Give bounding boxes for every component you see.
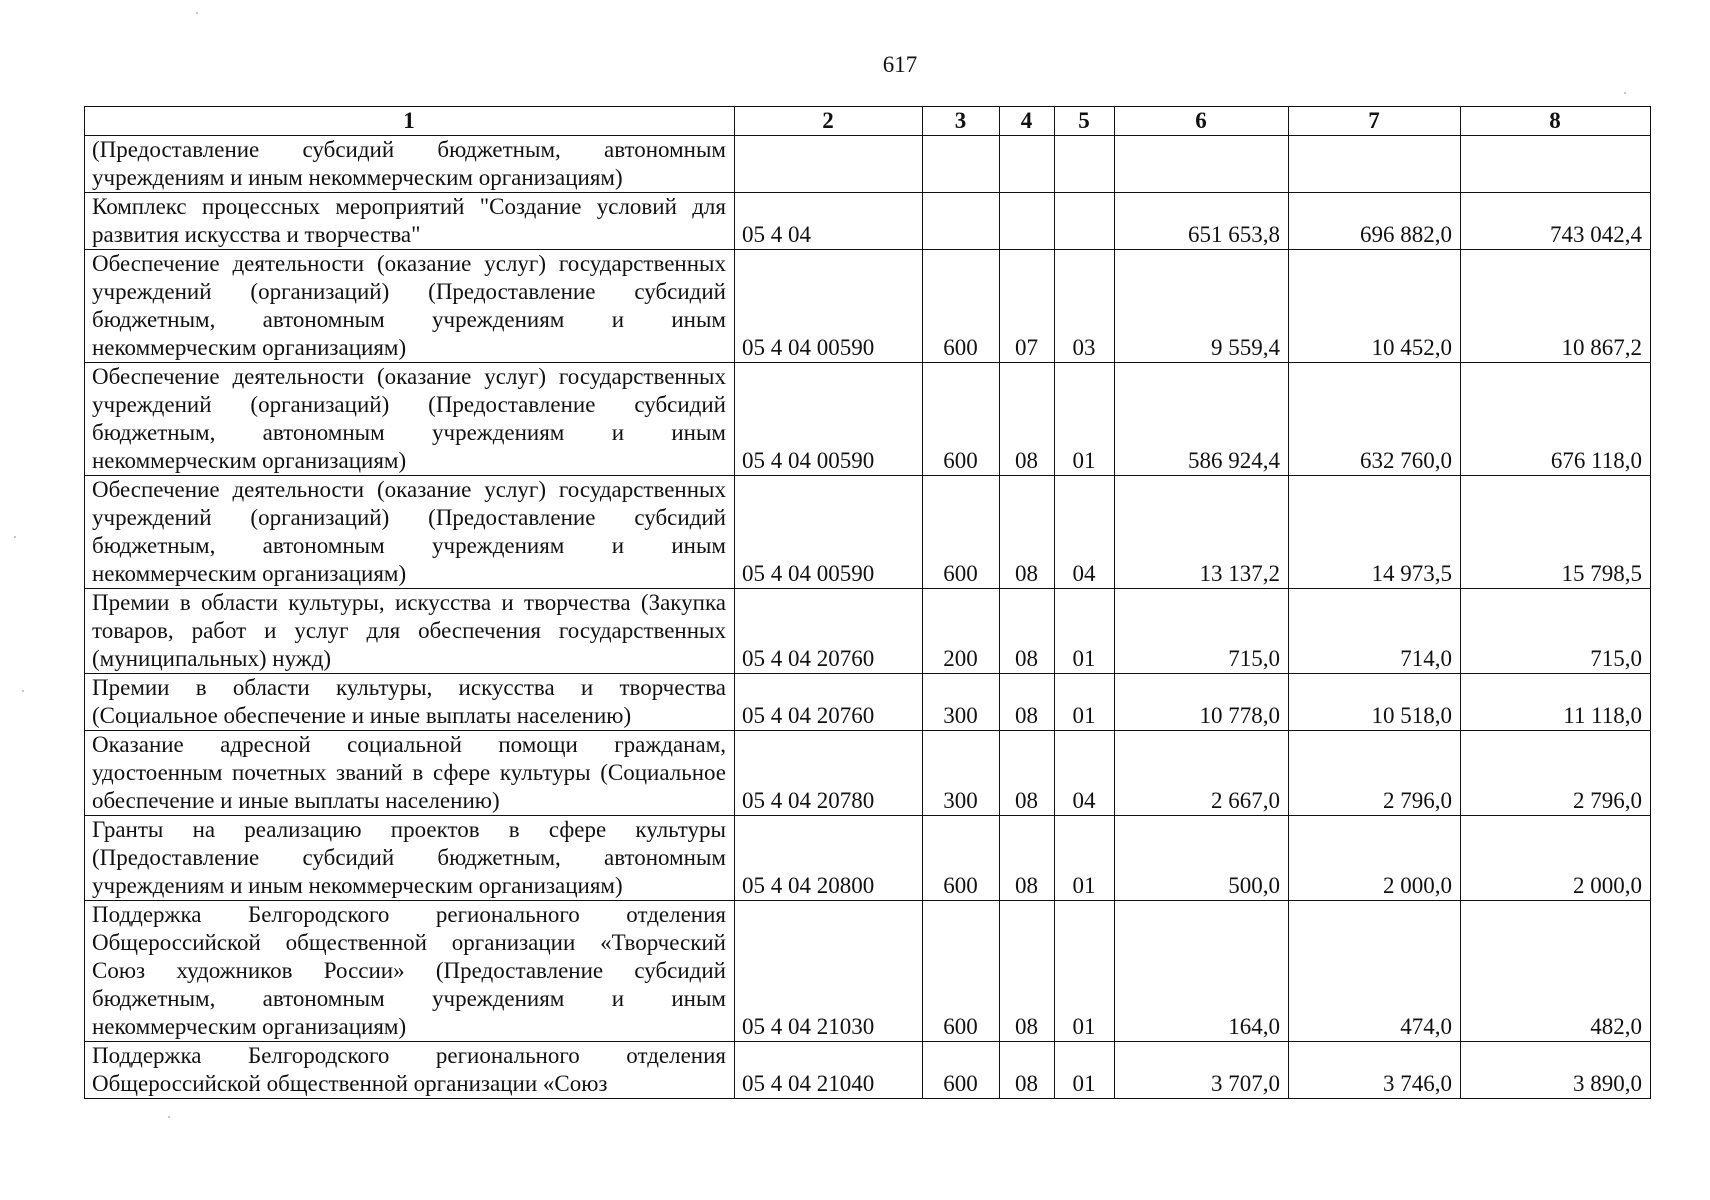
row-value-6: 2 667,0 — [1115, 731, 1289, 816]
row-col-3 — [923, 136, 1000, 193]
scan-speck — [1624, 92, 1626, 94]
row-code: 05 4 04 21030 — [735, 901, 923, 1042]
row-value-8: 715,0 — [1461, 589, 1651, 674]
scan-speck — [22, 690, 24, 692]
row-col-5: 01 — [1055, 816, 1115, 901]
row-col-5: 01 — [1055, 901, 1115, 1042]
row-code: 05 4 04 — [735, 193, 923, 250]
row-value-8: 15 798,5 — [1461, 476, 1651, 589]
row-col-4: 08 — [1000, 476, 1055, 589]
row-col-5: 01 — [1055, 674, 1115, 731]
row-description: Поддержка Белгородского регионального отделения Общероссийской общественной организации «Союз — [85, 1042, 735, 1099]
row-value-6: 164,0 — [1115, 901, 1289, 1042]
table-row — [85, 476, 1651, 589]
row-value-6: 9 559,4 — [1115, 250, 1289, 363]
row-col-3: 600 — [923, 476, 1000, 589]
scan-speck — [196, 12, 198, 14]
row-col-4: 08 — [1000, 731, 1055, 816]
header-col-2: 2 — [735, 107, 923, 136]
table-row — [85, 901, 1651, 1042]
row-col-4: 08 — [1000, 901, 1055, 1042]
row-value-8: 11 118,0 — [1461, 674, 1651, 731]
row-col-4 — [1000, 136, 1055, 193]
row-value-8: 676 118,0 — [1461, 363, 1651, 476]
row-value-8: 482,0 — [1461, 901, 1651, 1042]
row-col-3: 600 — [923, 901, 1000, 1042]
row-col-5: 01 — [1055, 589, 1115, 674]
row-col-3: 600 — [923, 1042, 1000, 1099]
row-value-7: 2 000,0 — [1289, 816, 1461, 901]
row-col-4: 08 — [1000, 816, 1055, 901]
table-row — [85, 250, 1651, 363]
row-value-7: 474,0 — [1289, 901, 1461, 1042]
table-row — [85, 731, 1651, 816]
row-col-3: 300 — [923, 731, 1000, 816]
row-col-4 — [1000, 193, 1055, 250]
table-row — [85, 674, 1651, 731]
header-col-8: 8 — [1461, 107, 1651, 136]
table-row — [85, 136, 1651, 193]
row-col-5 — [1055, 136, 1115, 193]
row-description: Комплекс процессных мероприятий "Создание условий для развития искусства и творчества" — [85, 193, 735, 250]
row-col-5 — [1055, 193, 1115, 250]
row-value-6: 10 778,0 — [1115, 674, 1289, 731]
row-code: 05 4 04 20800 — [735, 816, 923, 901]
row-value-7: 632 760,0 — [1289, 363, 1461, 476]
header-col-6: 6 — [1115, 107, 1289, 136]
row-code: 05 4 04 00590 — [735, 476, 923, 589]
row-col-3: 200 — [923, 589, 1000, 674]
row-value-6: 586 924,4 — [1115, 363, 1289, 476]
row-col-3: 600 — [923, 250, 1000, 363]
header-col-5: 5 — [1055, 107, 1115, 136]
row-description: Гранты на реализацию проектов в сфере культуры (Предоставление субсидий бюджетным, автономным учреждениям и иным некоммерческим организациям) — [85, 816, 735, 901]
table-row — [85, 363, 1651, 476]
row-value-8 — [1461, 136, 1651, 193]
row-description: Оказание адресной социальной помощи гражданам, удостоенным почетных званий в сфере культуры (Социальное обеспечение и иные выплаты населению) — [85, 731, 735, 816]
row-code: 05 4 04 00590 — [735, 363, 923, 476]
row-col-5: 01 — [1055, 363, 1115, 476]
row-description: (Предоставление субсидий бюджетным, автономным учреждениям и иным некоммерческим организациям) — [85, 136, 735, 193]
row-value-7: 2 796,0 — [1289, 731, 1461, 816]
row-col-3: 600 — [923, 363, 1000, 476]
row-code: 05 4 04 00590 — [735, 250, 923, 363]
budget-table — [84, 106, 1651, 1099]
row-value-7: 10 452,0 — [1289, 250, 1461, 363]
scan-speck — [14, 536, 16, 538]
row-col-4: 08 — [1000, 674, 1055, 731]
row-description: Премии в области культуры, искусства и творчества (Закупка товаров, работ и услуг для обеспечения государственных (муниципальных) нужд) — [85, 589, 735, 674]
row-description: Поддержка Белгородского регионального отделения Общероссийской общественной организации «Творческий Союз художников России» (Предоставление субсидий бюджетным, автономным учреждениям и иным некоммерческим организациям) — [85, 901, 735, 1042]
header-col-3: 3 — [923, 107, 1000, 136]
row-col-5: 01 — [1055, 1042, 1115, 1099]
row-description: Премии в области культуры, искусства и творчества (Социальное обеспечение и иные выплаты населению) — [85, 674, 735, 731]
row-col-3: 300 — [923, 674, 1000, 731]
row-col-5: 03 — [1055, 250, 1115, 363]
row-value-6: 500,0 — [1115, 816, 1289, 901]
row-value-6: 651 653,8 — [1115, 193, 1289, 250]
row-col-4: 08 — [1000, 589, 1055, 674]
table-row — [85, 193, 1651, 250]
row-description: Обеспечение деятельности (оказание услуг) государственных учреждений (организаций) (Предоставление субсидий бюджетным, автономным учреждениям и иным некоммерческим организациям) — [85, 476, 735, 589]
row-value-6: 715,0 — [1115, 589, 1289, 674]
scan-speck — [168, 1116, 170, 1118]
row-value-6 — [1115, 136, 1289, 193]
row-description: Обеспечение деятельности (оказание услуг) государственных учреждений (организаций) (Предоставление субсидий бюджетным, автономным учреждениям и иным некоммерческим организациям) — [85, 250, 735, 363]
row-code: 05 4 04 20760 — [735, 589, 923, 674]
page-number: 617 — [882, 52, 918, 77]
row-value-7: 10 518,0 — [1289, 674, 1461, 731]
row-col-5: 04 — [1055, 476, 1115, 589]
header-col-1: 1 — [85, 107, 735, 136]
row-value-8: 743 042,4 — [1461, 193, 1651, 250]
row-col-3 — [923, 193, 1000, 250]
row-value-7 — [1289, 136, 1461, 193]
header-col-4: 4 — [1000, 107, 1055, 136]
row-value-7: 714,0 — [1289, 589, 1461, 674]
header-col-7: 7 — [1289, 107, 1461, 136]
row-col-5: 04 — [1055, 731, 1115, 816]
row-code: 05 4 04 21040 — [735, 1042, 923, 1099]
row-col-3: 600 — [923, 816, 1000, 901]
table-row — [85, 1042, 1651, 1099]
row-value-8: 2 000,0 — [1461, 816, 1651, 901]
header-row — [85, 107, 1651, 136]
row-col-4: 07 — [1000, 250, 1055, 363]
row-value-7: 14 973,5 — [1289, 476, 1461, 589]
row-code: 05 4 04 20760 — [735, 674, 923, 731]
row-description: Обеспечение деятельности (оказание услуг) государственных учреждений (организаций) (Предоставление субсидий бюджетным, автономным учреждениям и иным некоммерческим организациям) — [85, 363, 735, 476]
row-value-8: 2 796,0 — [1461, 731, 1651, 816]
row-value-8: 3 890,0 — [1461, 1042, 1651, 1099]
row-value-7: 3 746,0 — [1289, 1042, 1461, 1099]
row-code — [735, 136, 923, 193]
table-row — [85, 816, 1651, 901]
row-col-4: 08 — [1000, 363, 1055, 476]
table-row — [85, 589, 1651, 674]
row-value-6: 3 707,0 — [1115, 1042, 1289, 1099]
row-value-6: 13 137,2 — [1115, 476, 1289, 589]
row-col-4: 08 — [1000, 1042, 1055, 1099]
row-value-8: 10 867,2 — [1461, 250, 1651, 363]
row-value-7: 696 882,0 — [1289, 193, 1461, 250]
row-code: 05 4 04 20780 — [735, 731, 923, 816]
